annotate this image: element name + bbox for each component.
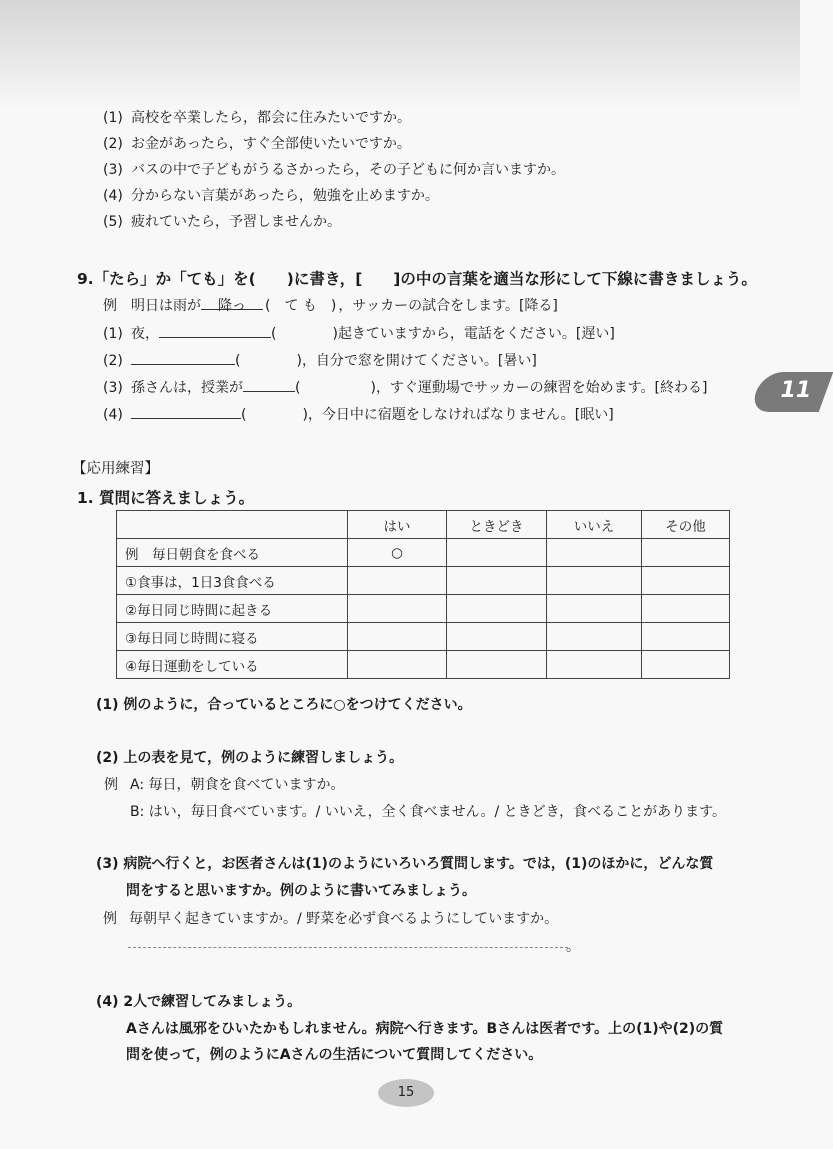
answer-cell[interactable]	[447, 651, 547, 679]
sub4-line2: 問を使って，例のようにAさんの生活について質問してください。	[126, 1047, 543, 1063]
page-number: 15	[378, 1079, 434, 1107]
q9-item-4: (4) ( )，今日中に宿題をしなければなりません。[眠い]	[103, 404, 614, 424]
answer-cell[interactable]	[447, 623, 547, 651]
q8-item-3: (3) バスの中で子どもがうるさかったら，その子どもに何か言いますか。	[103, 162, 565, 178]
answer-cell[interactable]	[547, 567, 642, 595]
table-row: ③毎日同じ時間に寝る	[117, 623, 730, 651]
col-header: いいえ	[547, 511, 642, 539]
answer-cell[interactable]	[642, 539, 730, 567]
answer-cell[interactable]	[447, 595, 547, 623]
section-title: 【応用練習】	[72, 461, 159, 477]
answer-cell[interactable]	[547, 539, 642, 567]
q9-item-2: (2) ( )，自分で窓を開けてください。[暑い]	[103, 350, 537, 370]
survey-table	[116, 510, 730, 679]
answer-line[interactable]	[128, 947, 568, 948]
q1-title: 1. 質問に答えましょう。	[77, 489, 255, 507]
table-row: 例 毎日朝食を食べる ○	[117, 539, 730, 567]
sub2-example-b: B: はい，毎日食べています。/ いいえ，全く食べません。/ ときどき，食べることがあります。	[130, 804, 726, 820]
table-header-row	[117, 511, 730, 539]
answer-cell[interactable]	[447, 567, 547, 595]
answer-cell[interactable]	[348, 623, 447, 651]
answer-cell[interactable]	[642, 623, 730, 651]
q9-title: 9.「たら」か「ても」を( )に書き，[ ]の中の言葉を適当な形にして下線に書きましょう。	[77, 270, 757, 288]
sub-question-3-line1: (3) 病院へ行くと，お医者さんは(1)のようにいろいろ質問します。では，(1)のほかに，どんな質	[96, 856, 714, 872]
q9-item-3: (3) 孫さんは，授業が ( )，すぐ運動場でサッカーの練習を始めます。[終わる]	[103, 377, 707, 397]
answer-cell[interactable]	[348, 595, 447, 623]
answer-line-end: 。	[566, 939, 580, 955]
top-shadow	[0, 0, 800, 110]
col-header: ときどき	[447, 511, 547, 539]
sub4-line1: Aさんは風邪をひいたかもしれません。病院へ行きます。Bさんは医者です。上の(1)や(2)の質	[126, 1021, 724, 1037]
answer-cell[interactable]	[547, 595, 642, 623]
q9-example: 例 明日は雨が 降っ ( て も ) ，サッカーの試合をします。[降る]	[103, 295, 558, 315]
q8-item-2: (2) お金があったら，すぐ全部使いたいですか。	[103, 136, 411, 152]
col-header: その他	[642, 511, 730, 539]
answer-cell[interactable]	[642, 567, 730, 595]
col-header: はい	[348, 511, 447, 539]
answer-cell[interactable]	[447, 539, 547, 567]
answer-cell[interactable]	[547, 651, 642, 679]
q8-item-4: (4) 分からない言葉があったら，勉強を止めますか。	[103, 188, 439, 204]
q9-item-1: (1) 夜， ( )起きていますから，電話をください。[遅い]	[103, 323, 615, 343]
answer-cell[interactable]	[547, 623, 642, 651]
answer-cell[interactable]	[348, 567, 447, 595]
sub-question-2: (2) 上の表を見て，例のように練習しましょう。	[96, 750, 404, 766]
chapter-tab: 11	[749, 372, 833, 412]
sub-question-3-line2: 問をすると思いますか。例のように書いてみましょう。	[126, 883, 476, 899]
answer-cell[interactable]: ○	[348, 539, 447, 567]
answer-cell[interactable]	[642, 595, 730, 623]
table-row: ①食事は，1日3食食べる	[117, 567, 730, 595]
sub3-example: 例 毎朝早く起きていますか。/ 野菜を必ず食べるようにしていますか。	[103, 911, 559, 927]
answer-cell[interactable]	[642, 651, 730, 679]
sub2-example-a: 例 A: 毎日，朝食を食べていますか。	[104, 777, 345, 793]
q8-item-5: (5) 疲れていたら，予習しませんか。	[103, 214, 341, 230]
table-row: ②毎日同じ時間に起きる	[117, 595, 730, 623]
sub-question-4: (4) 2人で練習してみましょう。	[96, 994, 302, 1010]
q8-item-1: (1) 高校を卒業したら，都会に住みたいですか。	[103, 110, 411, 126]
answer-cell[interactable]	[348, 651, 447, 679]
sub-question-1: (1) 例のように，合っているところに○をつけてください。	[96, 697, 472, 713]
table-row: ④毎日運動をしている	[117, 651, 730, 679]
